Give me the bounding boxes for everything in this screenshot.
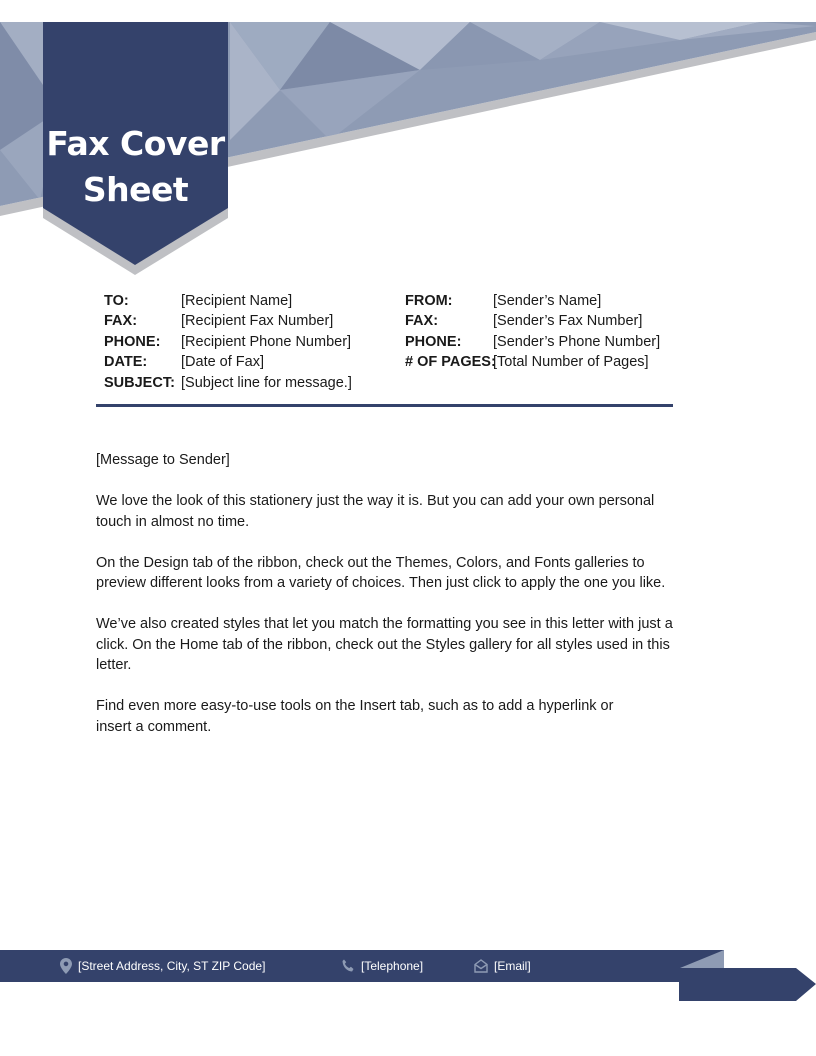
recipient-phone-label: PHONE: xyxy=(104,333,161,350)
sender-phone-value[interactable]: [Sender’s Phone Number] xyxy=(493,333,661,350)
recipient-fax-value[interactable]: [Recipient Fax Number] xyxy=(181,313,334,330)
recipient-fax-row xyxy=(104,311,352,331)
message-paragraph-4-line-1: Find even more easy-to-use tools on the Insert tab, such as to add a hyperlink or xyxy=(96,698,614,714)
from-value[interactable]: [Sender’s Name] xyxy=(493,293,602,309)
footer-banner xyxy=(0,940,816,1010)
footer-telephone xyxy=(341,958,423,974)
message-paragraph-4[interactable] xyxy=(96,696,676,737)
subject-row xyxy=(104,373,352,393)
footer-telephone-text[interactable]: [Telephone] xyxy=(361,959,424,973)
recipient-phone-value[interactable]: [Recipient Phone Number] xyxy=(181,333,352,350)
sender-phone-label: PHONE: xyxy=(405,333,462,350)
message-body xyxy=(96,450,676,758)
pages-value[interactable]: [Total Number of Pages] xyxy=(493,354,649,371)
recipient-info xyxy=(104,291,352,393)
sender-fax-row xyxy=(405,311,660,331)
subject-value[interactable]: [Subject line for message.] xyxy=(181,374,352,391)
footer-address xyxy=(60,958,265,974)
footer-email-text[interactable]: [Email] xyxy=(494,959,531,973)
sender-fax-label: FAX: xyxy=(405,313,439,330)
message-paragraph-2[interactable]: On the Design tab of the ribbon, check out the Themes, Colors, and Fonts galleries to preview different looks from a variety of choices. Then just click to apply the one you like. xyxy=(96,554,666,591)
recipient-fax-label: FAX: xyxy=(104,313,138,330)
from-label: FROM: xyxy=(405,293,453,309)
pages-label: # OF PAGES: xyxy=(405,354,496,371)
date-value[interactable]: [Date of Fax] xyxy=(181,354,265,371)
message-paragraph-1[interactable]: We love the look of this stationery just the way it is. But you can add your own personal touch in almost no time. xyxy=(96,493,655,530)
message-paragraph-4-line-2: insert a comment. xyxy=(96,718,212,735)
to-value[interactable]: [Recipient Name] xyxy=(181,293,293,309)
to-label: TO: xyxy=(104,293,129,309)
date-label: DATE: xyxy=(104,354,148,371)
page-title xyxy=(43,121,228,213)
title-line-2: Sheet xyxy=(82,170,189,209)
to-row xyxy=(104,291,352,311)
message-paragraph-3[interactable]: We’ve also created styles that let you match the formatting you see in this letter with just a click. On the Home tab of the ribbon, check out the Styles gallery for all styles used in this letter. xyxy=(96,616,673,673)
sender-phone-row xyxy=(405,332,660,352)
email-icon xyxy=(474,959,488,973)
section-divider xyxy=(96,404,673,407)
title-line-1: Fax Cover xyxy=(46,124,225,163)
recipient-phone-row xyxy=(104,332,352,352)
location-pin-icon xyxy=(60,958,72,974)
subject-label: SUBJECT: xyxy=(104,374,175,391)
sender-fax-value[interactable]: [Sender’s Fax Number] xyxy=(493,313,643,330)
message-salutation[interactable]: [Message to Sender] xyxy=(96,452,230,468)
from-row xyxy=(405,291,660,311)
date-row xyxy=(104,352,352,372)
pages-row xyxy=(405,352,660,372)
footer-email xyxy=(474,958,531,974)
footer-address-text[interactable]: [Street Address, City, ST ZIP Code] xyxy=(78,959,266,973)
phone-icon xyxy=(341,959,355,973)
sender-info xyxy=(405,291,660,373)
